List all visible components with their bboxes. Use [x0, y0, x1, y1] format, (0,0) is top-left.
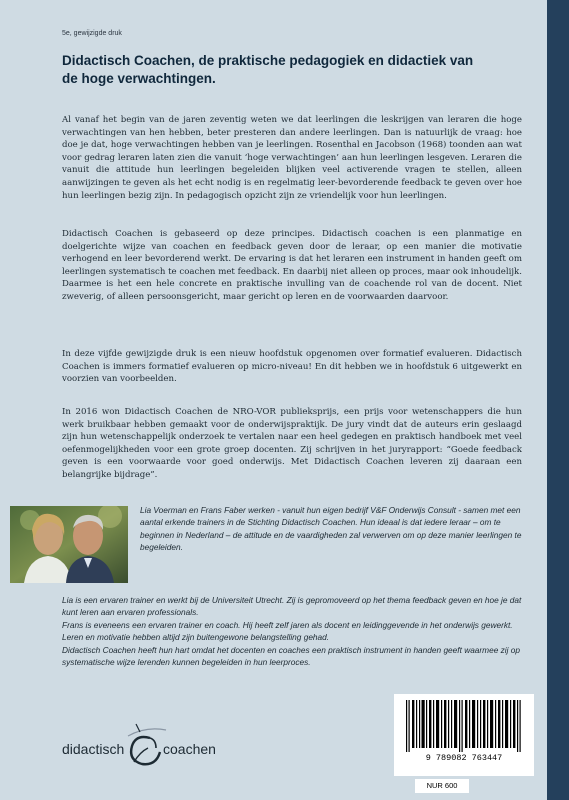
barcode-icon [404, 700, 524, 752]
intro-paragraph: Al vanaf het begin van de jaren zeventig weten we dat leerlingen die leskrijgen van leraren die hoge verwachtingen van hen hebben, beter presteren dan andere leerlingen. Dan is natuurlijk de vraag: hoe doe je dat, hoge verwachtingen hebben van je leerlingen. Rosenthal en Jacobson (1968) toonden aan wat voor gedrag leraren laten zien die vanuit ‘hoge verwachtingen’ aan hun leerlingen lesgeven. Leraren die vanuit die attitude hun leerlingen begeleiden blijken veel activerende vragen te stellen, alleen aanwijzingen te geven als het echt nodig is en regelmatig leer-bevorderende feedback te geven over hoe hun leerlingen bezig zijn. In pedagogisch opzicht zijn ze vriendelijk voor hun leerlingen. [62, 115, 522, 201]
principles-paragraph: Didactisch Coachen is gebaseerd op deze principes. Didactisch coachen is een planmatige en doelgerichte wijze van coachen en feedback geven door de leraar, op een manier die motivatie verhogend en leer bevorderend werkt. De ervaring is dat het leraren een instrument in handen geeft om leerlingen systematisch te coachen met feedback. En daarbij niet alleen op proces, maar ook inhoudelijk. Daarmee is het een hele concrete en praktische invulling van de coachende rol van de docent. Niet zweverig, of alleen persoonsgericht, maar gericht op leren en de voorwaarden daarvoor. [62, 229, 522, 302]
bio-lia: Lia is een ervaren trainer en werkt bij de Universiteit Utrecht. Zij is gepromoveerd op het thema feedback geven en hoe je dat kunt leren aan ervaren professionals. [62, 595, 522, 618]
logo-word-didactisch: didactisch [62, 741, 125, 757]
edition-paragraph: In deze vijfde gewijzigde druk is een nieuw hoofdstuk opgenomen over formatief evalueren. Didactisch Coachen is immers formatief evalueren op micro-niveau! En dit hebben we in hoofdstuk 6 uitgewerkt en voorzien van voorbeelden. [62, 349, 522, 385]
book-title: Didactisch Coachen, de praktische pedagogiek en didactiek van de hoge verwachtingen. [62, 53, 474, 86]
bio-mission: Didactisch Coachen heeft hun hart omdat het docenten en coaches een praktisch instrument in handen geeft waarmee zij op systematische wijze lerenden kunnen begeleiden in hun leerproces. [62, 645, 520, 668]
authors-photo [10, 506, 128, 583]
publisher-logo [62, 722, 242, 772]
logo-swirl-icon [126, 722, 168, 770]
nur-code: NUR 600 [415, 779, 469, 793]
edition-label: 5e, gewijzigde druk [62, 30, 122, 37]
isbn-barcode [394, 694, 534, 776]
book-spine [547, 0, 569, 800]
bio-frans: Frans is eveneens een ervaren trainer en coach. Hij heeft zelf jaren als docent en leidinggevende in het onderwijs gewerkt. Leren en motivatie hebben altijd zijn buitengewone belangstelling gehad. [62, 620, 513, 643]
award-paragraph: In 2016 won Didactisch Coachen de NRO-VOR publieksprijs, een prijs voor wetenschappers die hun werk bruikbaar hebben gemaakt voor de onderwijspraktijk. De jury vindt dat de auteurs erin geslaagd zijn hun wetenschappelijk onderzoek te vertalen naar een heel gedegen en praktisch handboek met veel oefenmogelijkheden voor een grote groep docenten. Zij schrijven in het juryrapport: “Goede feedback geven is een voorwaarde voor goed onderwijs. Met Didactisch Coachen leveren zij daaraan een belangrijke bijdrage”. [62, 407, 522, 480]
authors-caption: Lia Voerman en Frans Faber werken - vanuit hun eigen bedrijf V&F Onderwijs Consult - samen met een aantal erkende trainers in de Stichting Didactisch Coachen. Hun ideaal is dat iedere leraar – om te beginnen in Nederland – de attitude en de vaardigheden zal verwerven om op deze manier leerlingen te begeleiden. [140, 505, 522, 553]
logo-word-coachen: coachen [163, 741, 216, 757]
isbn-number: 9 789082 763447 [425, 753, 503, 763]
